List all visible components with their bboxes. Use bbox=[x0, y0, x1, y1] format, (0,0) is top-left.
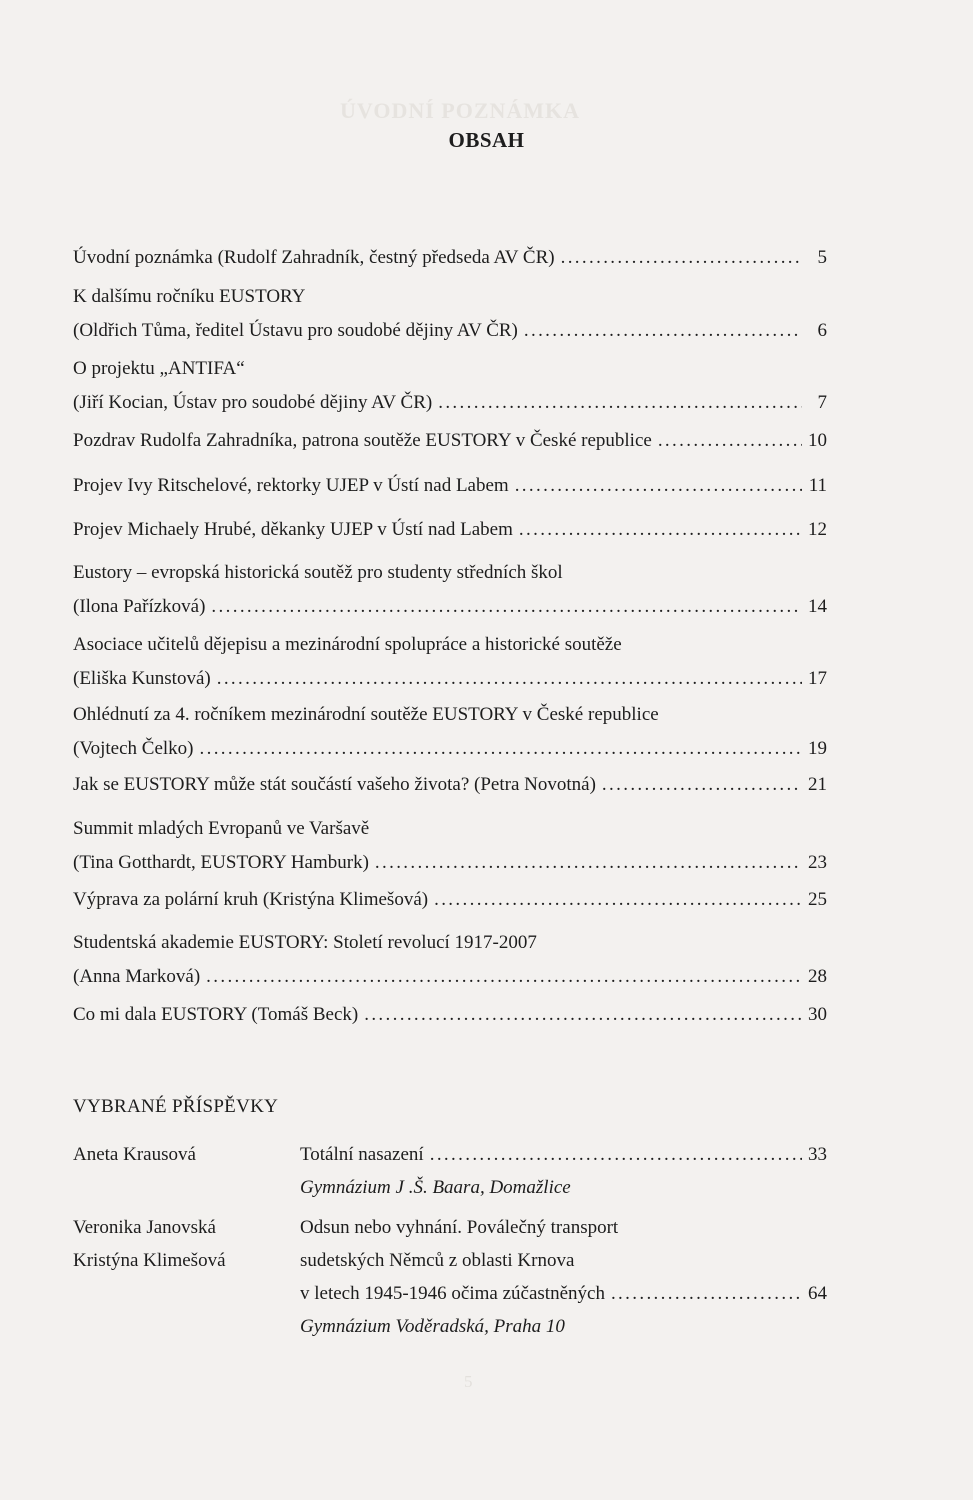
author-name: Kristýna Klimešová bbox=[73, 1250, 226, 1271]
leader-dots bbox=[611, 1277, 802, 1310]
leader-dots bbox=[519, 513, 802, 547]
leader-dots bbox=[658, 424, 802, 458]
article-school: Gymnázium Voděradská, Praha 10 bbox=[300, 1316, 565, 1337]
article-authors bbox=[73, 1211, 288, 1277]
toc-entry-subtitle: (Vojtech Čelko) bbox=[73, 738, 194, 759]
toc-entry-page: 10 bbox=[808, 430, 827, 451]
author-name: Aneta Krausová bbox=[73, 1144, 196, 1165]
toc-entry[interactable] bbox=[73, 628, 827, 696]
toc-entry-title: Studentská akademie EUSTORY: Století revolucí 1917-2007 bbox=[73, 932, 537, 953]
leader-dots bbox=[200, 732, 803, 766]
article-school: Gymnázium J .Š. Baara, Domažlice bbox=[300, 1177, 571, 1198]
toc-entry-page: 5 bbox=[817, 247, 827, 268]
toc-entry[interactable] bbox=[73, 812, 827, 880]
leader-dots bbox=[217, 662, 802, 696]
leader-dots bbox=[434, 883, 802, 917]
toc-entry-subtitle: (Eliška Kunstová) bbox=[73, 668, 211, 689]
toc-entry-page: 6 bbox=[817, 320, 827, 341]
toc-entry-page: 25 bbox=[808, 889, 827, 910]
toc-entry-subtitle: (Tina Gotthardt, EUSTORY Hamburk) bbox=[73, 852, 369, 873]
toc-entry-title: K dalšímu ročníku EUSTORY bbox=[73, 286, 306, 307]
toc-entry-subtitle: (Oldřich Tůma, ředitel Ústavu pro soudobé dějiny AV ČR) bbox=[73, 320, 518, 341]
toc-entry[interactable] bbox=[73, 424, 827, 458]
toc-entry-title: Summit mladých Evropanů ve Varšavě bbox=[73, 818, 370, 839]
leader-dots bbox=[561, 241, 802, 275]
toc-entry-title: Pozdrav Rudolfa Zahradníka, patrona soutěže EUSTORY v České republice bbox=[73, 430, 652, 451]
toc-entry-subtitle: (Jiří Kocian, Ústav pro soudobé dějiny AV ČR) bbox=[73, 392, 433, 413]
toc-entry-title: Výprava za polární kruh (Kristýna Klimešová) bbox=[73, 889, 429, 910]
toc-entry-page: 28 bbox=[808, 966, 827, 987]
toc-entry-subtitle: (Ilona Pařízková) bbox=[73, 596, 206, 617]
toc-entry-page: 19 bbox=[808, 738, 827, 759]
leader-dots bbox=[602, 768, 802, 802]
toc-entry-page: 11 bbox=[808, 475, 827, 496]
toc-entry-page: 12 bbox=[808, 519, 827, 540]
toc-entry[interactable] bbox=[73, 241, 827, 275]
leader-dots bbox=[515, 469, 802, 503]
toc-entry[interactable] bbox=[73, 768, 827, 802]
article-page: 64 bbox=[808, 1283, 827, 1304]
toc-entry-title: Co mi dala EUSTORY (Tomáš Beck) bbox=[73, 1004, 359, 1025]
toc-entry-page: 21 bbox=[808, 774, 827, 795]
toc-entry[interactable] bbox=[73, 513, 827, 547]
toc-entry-page: 30 bbox=[808, 1004, 827, 1025]
toc-entry[interactable] bbox=[73, 926, 827, 994]
leader-dots bbox=[375, 846, 802, 880]
leader-dots bbox=[211, 590, 802, 624]
article-title: sudetských Němců z oblasti Krnova bbox=[300, 1250, 575, 1271]
article-title: v letech 1945-1946 očima zúčastněných bbox=[300, 1283, 605, 1304]
article-title: Odsun nebo vyhnání. Poválečný transport bbox=[300, 1217, 619, 1238]
toc-entry-title: Ohlédnutí za 4. ročníkem mezinárodní soutěže EUSTORY v České republice bbox=[73, 704, 659, 725]
toc-entry-title: Asociace učitelů dějepisu a mezinárodní spolupráce a historické soutěže bbox=[73, 634, 622, 655]
page-number: 5 bbox=[464, 1372, 473, 1391]
toc-entry-title: Eustory – evropská historická soutěž pro studenty středních škol bbox=[73, 562, 563, 583]
toc-entry-title: O projektu „ANTIFA“ bbox=[73, 358, 245, 379]
article-body bbox=[300, 1138, 827, 1204]
toc-entry[interactable] bbox=[73, 280, 827, 348]
toc-entry[interactable] bbox=[73, 998, 827, 1032]
leader-dots bbox=[524, 314, 802, 348]
toc-entry-subtitle: (Anna Marková) bbox=[73, 966, 201, 987]
article-authors bbox=[73, 1138, 288, 1171]
toc-entry[interactable] bbox=[73, 352, 827, 420]
section-title: VYBRANÉ PŘÍSPĚVKY bbox=[73, 1096, 279, 1117]
leader-dots bbox=[430, 1138, 802, 1171]
leader-dots bbox=[364, 998, 802, 1032]
toc-entry[interactable] bbox=[73, 556, 827, 624]
toc-entry-page: 14 bbox=[808, 596, 827, 617]
toc-entry-page: 23 bbox=[808, 852, 827, 873]
toc-entry[interactable] bbox=[73, 883, 827, 917]
leader-dots bbox=[438, 386, 802, 420]
toc-entry-title: Projev Ivy Ritschelové, rektorky UJEP v Ústí nad Labem bbox=[73, 475, 509, 496]
article-body bbox=[300, 1211, 827, 1343]
toc-entry-page: 17 bbox=[808, 668, 827, 689]
leader-dots bbox=[206, 960, 802, 994]
toc-entry-title: Projev Michaely Hrubé, děkanky UJEP v Ústí nad Labem bbox=[73, 519, 513, 540]
toc-entry-title: Úvodní poznámka (Rudolf Zahradník, čestný předseda AV ČR) bbox=[73, 247, 555, 268]
toc-entry[interactable] bbox=[73, 469, 827, 503]
toc-entry-title: Jak se EUSTORY může stát součástí vašeho života? (Petra Novotná) bbox=[73, 774, 596, 795]
article-page: 33 bbox=[808, 1144, 827, 1165]
page-title: OBSAH bbox=[448, 128, 525, 152]
toc-entry[interactable] bbox=[73, 698, 827, 766]
toc-entry-page: 7 bbox=[817, 392, 827, 413]
author-name: Veronika Janovská bbox=[73, 1217, 216, 1238]
article-title: Totální nasazení bbox=[300, 1144, 424, 1165]
bleed-through-title: ÚVODNÍ POZNÁMKA bbox=[340, 98, 581, 123]
